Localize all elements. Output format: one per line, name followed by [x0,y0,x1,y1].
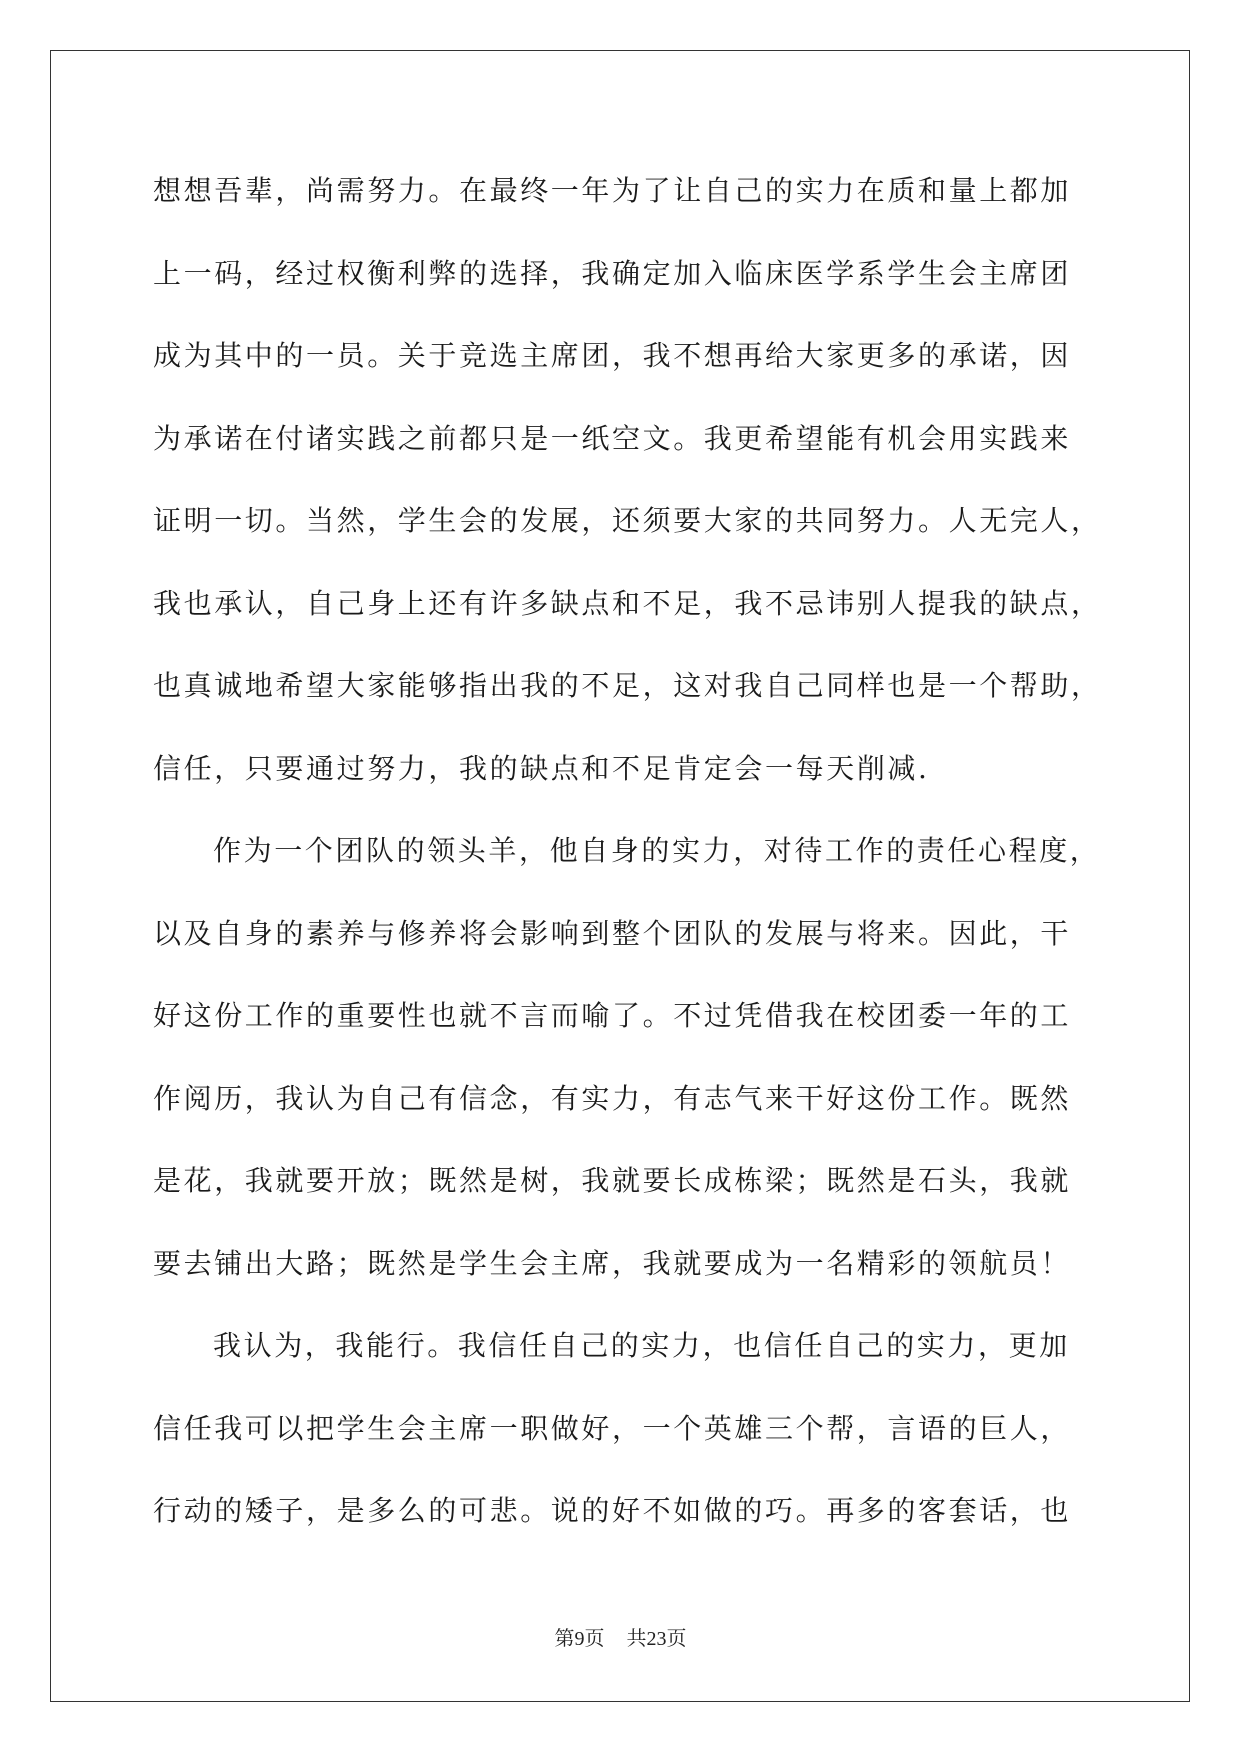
paragraph-start-line: 作为一个团队的领头羊，他自身的实力，对待工作的责任心程度， [213,834,1101,867]
paragraph-start-line: 我认为，我能行。我信任自己的实力，也信任自己的实力，更加 [213,1329,1070,1362]
text-line: 证明一切。当然，学生会的发展，还须要大家的共同努力。人无完人， [153,504,1102,537]
page-footer [0,1622,1241,1651]
text-line: 好这份工作的重要性也就不言而喻了。不过凭借我在校团委一年的工 [153,999,1072,1032]
text-line: 信任，只要通过努力，我的缺点和不足肯定会一每天削减. [153,751,930,785]
text-line: 我也承认，自己身上还有许多缺点和不足，我不忌讳别人提我的缺点， [153,586,1102,620]
total-page-count: 共23页 [626,1628,687,1650]
text-line: 作阅历，我认为自己有信念，有实力，有志气来干好这份工作。既然 [153,1081,1072,1115]
text-line: 上一码，经过权衡利弊的选择，我确定加入临床医学系学生会主席团 [153,256,1072,290]
text-line: 以及自身的素养与修养将会影响到整个团队的发展与将来。因此，干 [153,916,1072,950]
text-line: 行动的矮子，是多么的可悲。说的好不如做的巧。再多的客套话，也 [153,1494,1072,1527]
text-line: 也真诚地希望大家能够指出我的不足，这对我自己同样也是一个帮助， [153,669,1102,702]
text-line: 是花，我就要开放；既然是树，我就要长成栋梁；既然是石头，我就 [153,1164,1072,1197]
current-page-number: 第9页 [554,1628,605,1650]
document-body [153,160,1102,1563]
text-line: 想想吾辈，尚需努力。在最终一年为了让自己的实力在质和量上都加 [153,174,1072,207]
text-line: 信任我可以把学生会主席一职做好，一个英雄三个帮，言语的巨人， [153,1411,1072,1445]
text-line: 要去铺出大路；既然是学生会主席，我就要成为一名精彩的领航员！ [153,1246,1072,1280]
text-line: 为承诺在付诸实践之前都只是一纸空文。我更希望能有机会用实践来 [153,421,1072,455]
text-line: 成为其中的一员。关于竞选主席团，我不想再给大家更多的承诺，因 [153,339,1072,372]
